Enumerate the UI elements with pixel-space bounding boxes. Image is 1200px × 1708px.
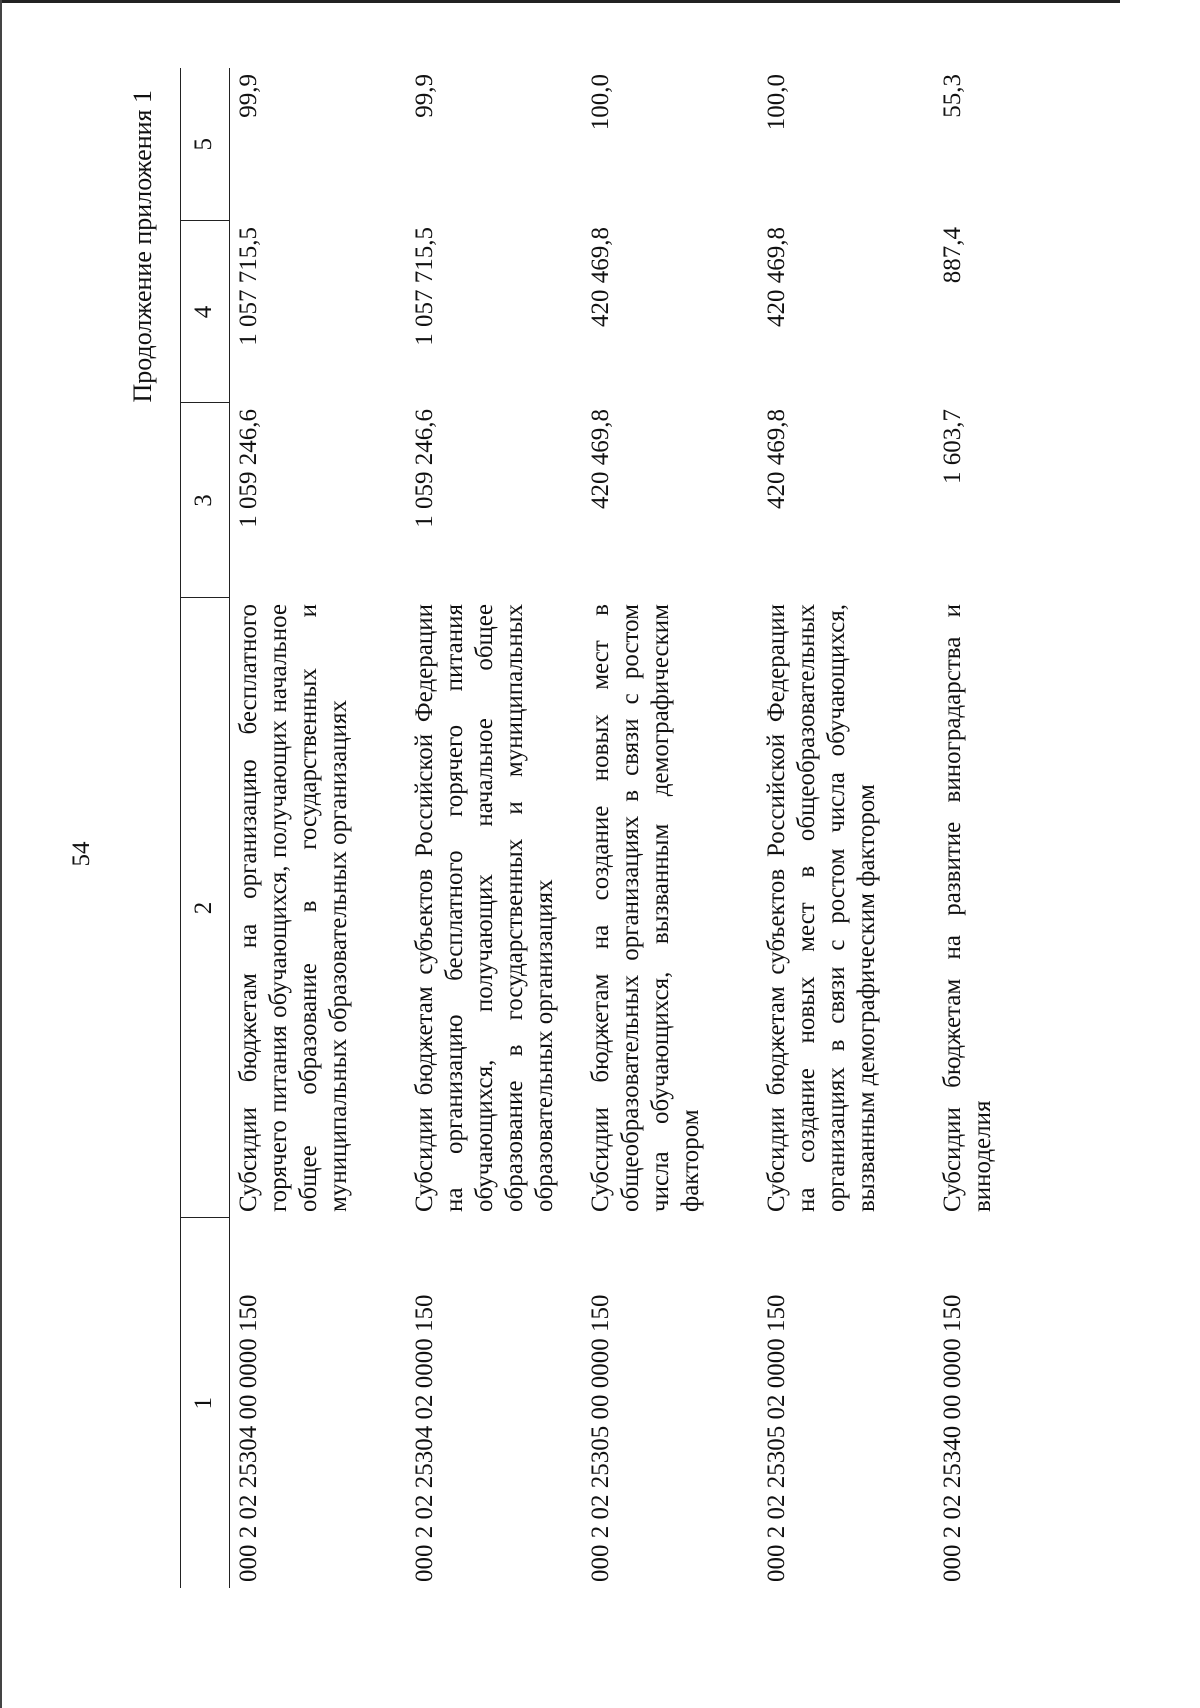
column-header: 5: [181, 68, 230, 221]
budget-code: 000 2 02 25304 02 0000 150: [411, 1294, 438, 1582]
revenue-name: Субсидии бюджетам на развитие виноградарства и виноделия: [939, 604, 996, 1212]
execution-percent: 100,0: [587, 74, 614, 131]
continuation-note: Продолжение приложения 1: [128, 90, 157, 403]
table-row: [406, 68, 582, 1588]
execution-percent: 99,9: [411, 74, 438, 118]
execution-percent: 55,3: [939, 74, 966, 118]
column-header: 3: [181, 403, 230, 598]
table-header: [181, 68, 230, 1588]
planned-amount: 1 059 246,6: [235, 409, 262, 528]
revenue-name: Субсидии бюджетам на организацию бесплатного горячего питания обучающихся, получающих начальное общее образование в государственных и муниципальных образовательных организациях: [235, 604, 352, 1212]
column-header: 4: [181, 221, 230, 403]
table-row: [582, 68, 758, 1588]
planned-amount: 1 603,7: [939, 409, 966, 484]
table-body: [230, 68, 1049, 1588]
execution-percent: 99,9: [235, 74, 262, 118]
budget-code: 000 2 02 25305 02 0000 150: [763, 1294, 790, 1582]
execution-percent: 100,0: [763, 74, 790, 131]
planned-amount: 420 469,8: [763, 409, 790, 509]
revenue-name: Субсидии бюджетам субъектов Российской Федерации на создание новых мест в общеобразовательных организациях в связи с ростом числа обучающихся, вызванным демографическим фактором: [763, 604, 880, 1212]
table-row: [758, 68, 934, 1588]
actual-amount: 420 469,8: [763, 227, 790, 327]
budget-code: 000 2 02 25340 00 0000 150: [939, 1294, 966, 1582]
planned-amount: 420 469,8: [587, 409, 614, 509]
actual-amount: 1 057 715,5: [411, 227, 438, 346]
actual-amount: 420 469,8: [587, 227, 614, 327]
budget-code: 000 2 02 25304 00 0000 150: [235, 1294, 262, 1582]
appendix-table: [180, 68, 1048, 1588]
column-header: 1: [181, 1218, 230, 1588]
revenue-name: Субсидии бюджетам субъектов Российской Федерации на организацию бесплатного горячего питания обучающихся, получающих начальное общее образование в государственных и муниципальных образовательных организациях: [411, 604, 558, 1212]
column-header: 2: [181, 598, 230, 1218]
planned-amount: 1 059 246,6: [411, 409, 438, 528]
table-row: [230, 68, 407, 1588]
budget-code: 000 2 02 25305 00 0000 150: [587, 1294, 614, 1582]
revenue-name: Субсидии бюджетам на создание новых мест в общеобразовательных организациях в связи с ростом числа обучающихся, вызванным демографическим фактором: [587, 604, 704, 1212]
actual-amount: 1 057 715,5: [235, 227, 262, 346]
table-row: [934, 68, 1048, 1588]
actual-amount: 887,4: [939, 227, 966, 284]
page-number: 54: [68, 841, 95, 867]
